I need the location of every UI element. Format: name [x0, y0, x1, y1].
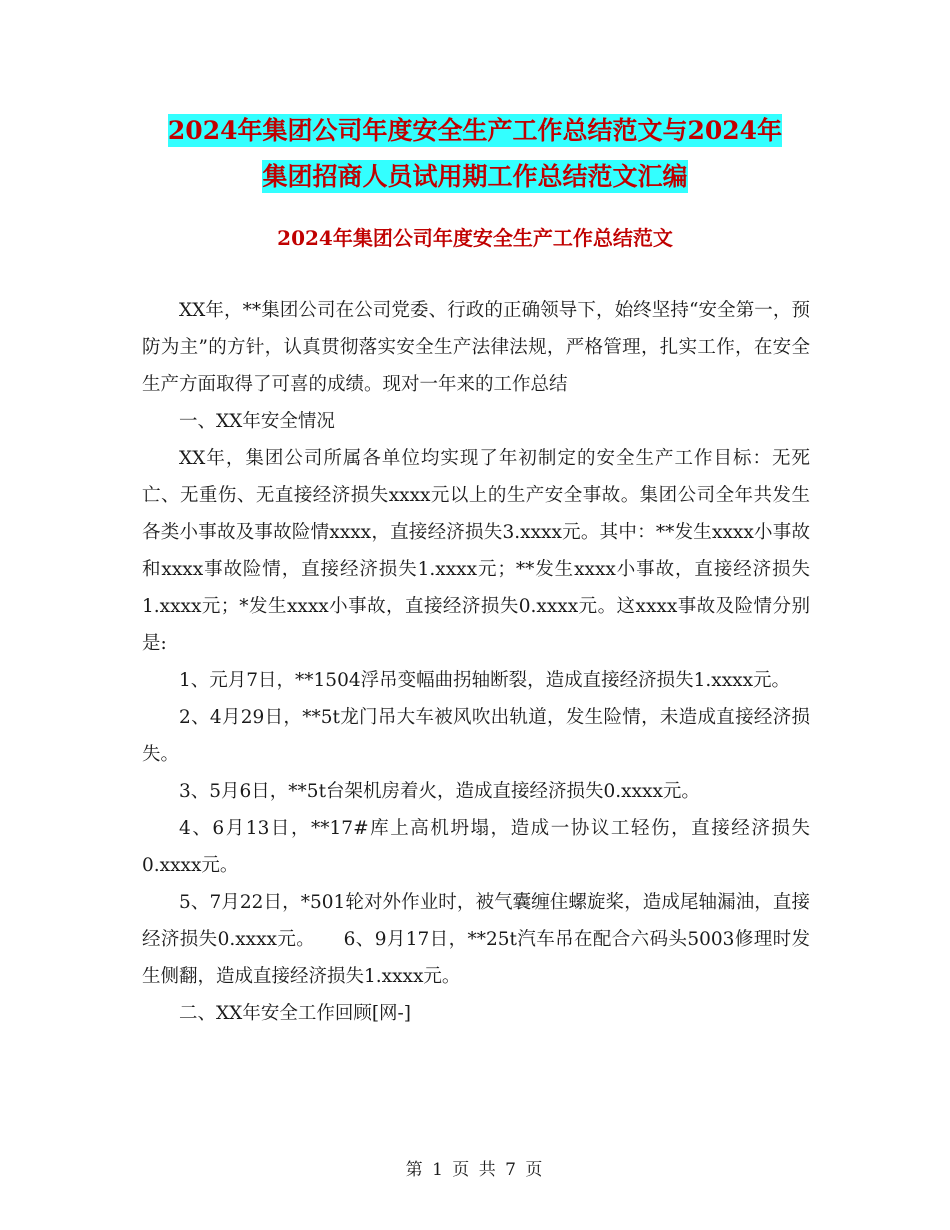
paragraph: XX年，集团公司所属各单位均实现了年初制定的安全生产工作目标：无死亡、无重伤、无直接经济损失xxxx元以上的生产安全事故。集团公司全年共发生各类小事故及事故险情xxxx，直接经济损失3.xxxx元。其中：**发生xxxx小事故和xxxx事故险情，直接经济损失1.xxxx元；**发生xxxx小事故，直接经济损失1.xxxx元；*发生xxxx小事故，直接经济损失0.xxxx元。这xxxx事故及险情分别是:	[142, 448, 810, 654]
paragraph: XX年，**集团公司在公司党委、行政的正确领导下，始终坚持“安全第一，预防为主”的方针，认真贯彻落实安全生产法律法规，严格管理，扎实工作，在安全生产方面取得了可喜的成绩。现对一年来的工作总结	[142, 300, 810, 395]
document-body	[142, 292, 810, 1032]
paragraph: 4、6月13日，**17#库上高机坍塌，造成一协议工轻伤，直接经济损失0.xxxx元。	[142, 818, 810, 876]
title-line-2: 集团招商人员试用期工作总结范文汇编	[262, 162, 688, 191]
document-title	[140, 108, 810, 200]
section-title: 2024年集团公司年度安全生产工作总结范文	[277, 226, 673, 250]
page-footer: 第 1 页 共 7 页	[405, 1160, 545, 1180]
paragraph: 5、7月22日，*501轮对外作业时，被气囊缠住螺旋桨，造成尾轴漏油，直接经济损失0.xxxx元。 6、9月17日，**25t汽车吊在配合六码头5003修理时发生侧翻，造成直接经济损失1.xxxx元。	[142, 892, 810, 987]
paragraph: 一、XX年安全情况	[179, 411, 335, 432]
paragraph: 3、5月6日，**5t台架机房着火，造成直接经济损失0.xxxx元。	[179, 781, 700, 802]
paragraph: 二、XX年安全工作回顾[网-]	[179, 1003, 412, 1024]
title-line-1: 2024年集团公司年度安全生产工作总结范文与2024年	[167, 116, 783, 145]
paragraph: 1、元月7日，**1504浮吊变幅曲拐轴断裂，造成直接经济损失1.xxxx元。	[179, 670, 791, 691]
paragraph: 2、4月29日，**5t龙门吊大车被风吹出轨道，发生险情，未造成直接经济损失。	[142, 707, 810, 765]
